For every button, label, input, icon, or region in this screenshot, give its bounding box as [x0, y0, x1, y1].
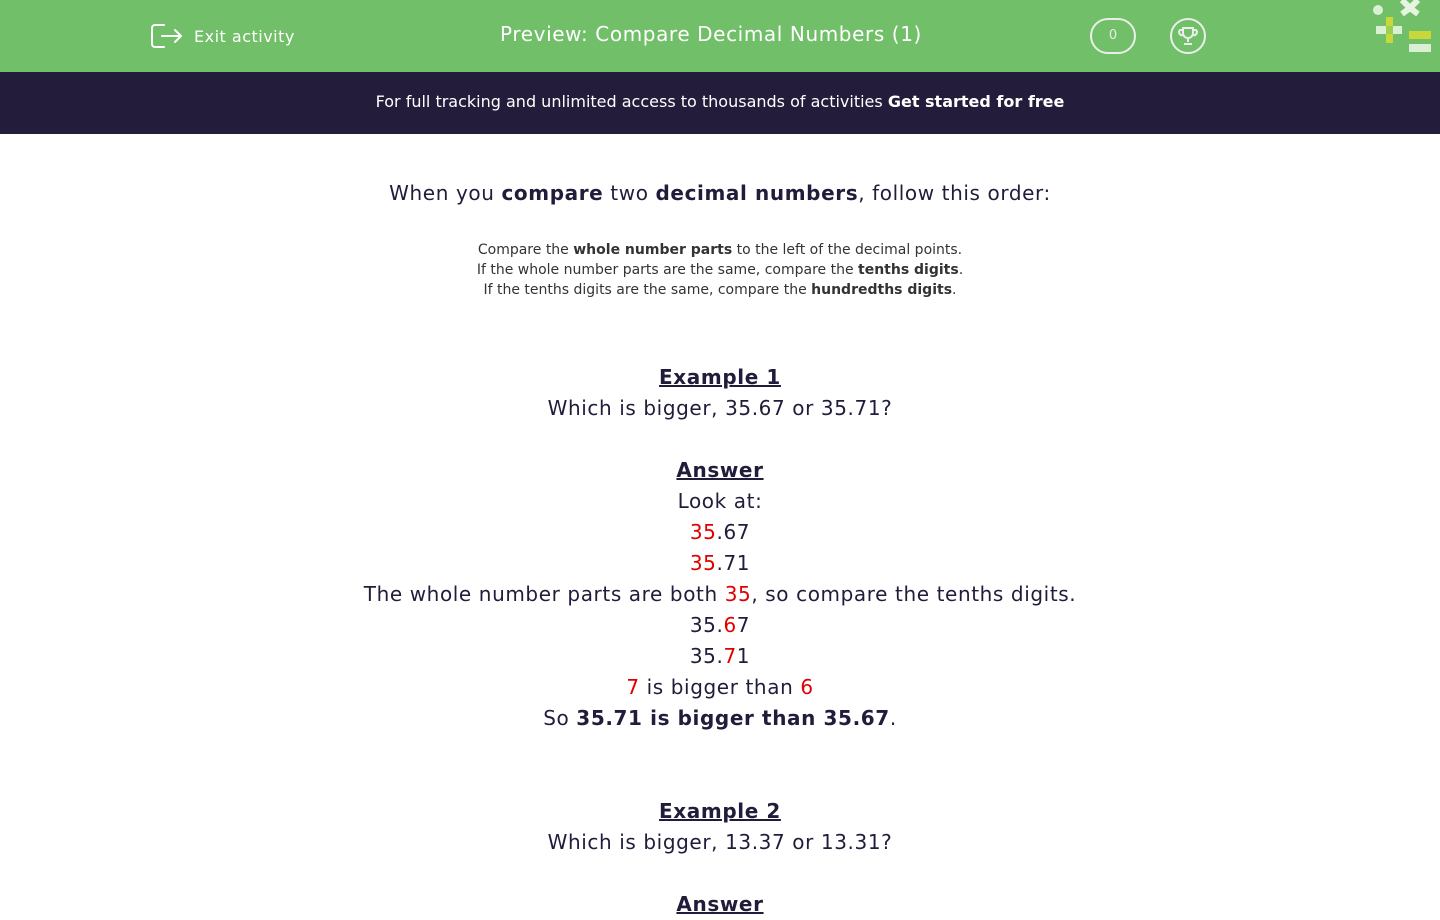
t: , so compare the tenths digits.	[751, 582, 1077, 606]
rules-list	[0, 240, 1440, 300]
number-line	[0, 641, 1440, 672]
t: , follow this order:	[858, 181, 1051, 205]
t: When you	[389, 181, 502, 205]
example-1	[0, 362, 1440, 734]
explanation	[0, 579, 1440, 610]
t: 35.	[689, 613, 724, 637]
t: decimal numbers	[655, 181, 859, 205]
t: to the left of the decimal points.	[732, 242, 963, 258]
exit-activity-label: Exit activity	[194, 26, 295, 46]
number-line	[0, 517, 1440, 548]
example-2	[0, 796, 1440, 920]
t: If the tenths digits are the same, compare the	[483, 282, 812, 298]
rule	[0, 280, 1440, 300]
t: tenths digits	[858, 262, 959, 278]
t: So	[543, 706, 577, 730]
number-line	[0, 610, 1440, 641]
banner-text: For full tracking and unlimited access to thousands of activities	[375, 92, 888, 111]
answer-heading: Answer	[676, 892, 764, 916]
t: 6	[800, 675, 814, 699]
trophy-button[interactable]	[1170, 18, 1206, 54]
t: 35	[689, 551, 717, 575]
t: 35	[724, 582, 752, 606]
t: The whole number parts are both	[363, 582, 725, 606]
top-bar	[0, 0, 1440, 72]
lesson-content	[0, 176, 1440, 920]
example-heading: Example 1	[659, 365, 781, 389]
get-started-link[interactable]: Get started for free	[887, 92, 1065, 111]
question: Which is bigger, 13.37 or 13.31?	[547, 830, 893, 854]
trophy-icon	[1177, 25, 1199, 47]
t: 1	[736, 644, 751, 668]
t: whole number parts	[573, 242, 733, 258]
look-at: Look at:	[677, 489, 763, 513]
t: Compare the	[477, 242, 574, 258]
conclusion	[0, 703, 1440, 734]
t: two	[603, 181, 656, 205]
t: If the whole number parts are the same, compare the	[476, 262, 859, 278]
rule	[0, 240, 1440, 260]
t: 7	[736, 613, 751, 637]
logo-icon	[1368, 0, 1440, 56]
t: 35	[689, 520, 717, 544]
t: 35.	[689, 644, 724, 668]
t: compare	[501, 181, 604, 205]
t: is bigger than	[639, 675, 801, 699]
t: 6	[723, 613, 737, 637]
question: Which is bigger, 35.67 or 35.71?	[547, 396, 893, 420]
t: .	[958, 262, 964, 278]
t: .67	[716, 520, 751, 544]
upgrade-banner	[0, 72, 1440, 134]
t: hundredths digits	[811, 282, 953, 298]
t: 7	[626, 675, 640, 699]
score-badge: 0	[1090, 18, 1136, 54]
t: .	[952, 282, 957, 298]
t: .71	[716, 551, 751, 575]
t: 35.71 is bigger than 35.67	[576, 706, 890, 730]
intro-text	[0, 176, 1440, 210]
comparison	[0, 672, 1440, 703]
page-title: Preview: Compare Decimal Numbers (1)	[500, 22, 922, 46]
t: 7	[723, 644, 737, 668]
answer-heading: Answer	[676, 458, 764, 482]
t: .	[889, 706, 897, 730]
number-line	[0, 548, 1440, 579]
rule	[0, 260, 1440, 280]
example-heading: Example 2	[659, 799, 781, 823]
